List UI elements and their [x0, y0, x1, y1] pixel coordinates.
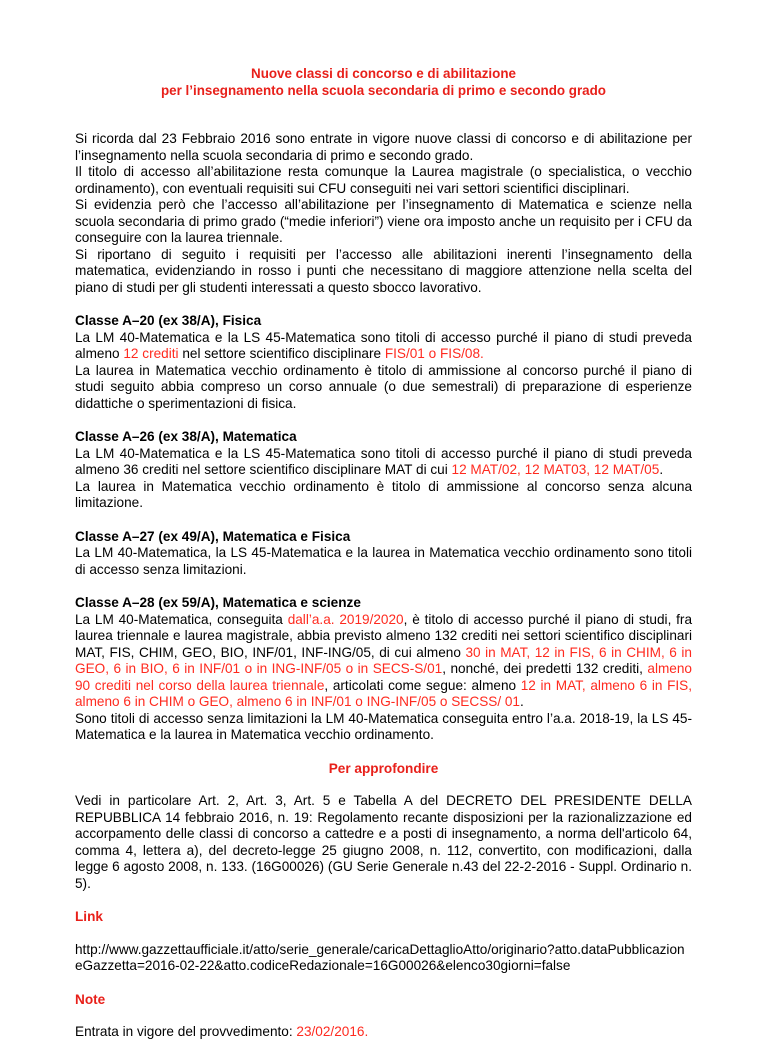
link-section: [75, 909, 692, 975]
approfondire-text: Vedi in particolare Art. 2, Art. 3, Art. 5 e Tabella A del DECRETO DEL PRESIDENTE DELLA REPUBBLICA 14 febbraio 2016, n. 19: Regolamento recante disposizioni per la razionalizzazione ed accorpamento delle classi di concorso a cattedre e a posti di insegnamento, a norma dell'articolo 64, comma 4, lettera a), del decreto-legge 25 giugno 2008, n. 112, convertito, con modificazioni, dalla legge 6 agosto 2008, n. 133. (16G00026) (GU Serie Generale n.43 del 22-2-2016 - Suppl. Ordinario n. 5).: [75, 793, 692, 891]
a20-highlight-credits: 12 crediti: [123, 346, 179, 361]
section-a26-text-1: [75, 446, 692, 479]
title-line-1: Nuove classi di concorso e di abilitazione: [251, 66, 516, 81]
a28-text: , nonché, dei predetti 132 crediti,: [442, 661, 648, 676]
a28-highlight-triennale: almeno 90 crediti nel corso della laurea triennale: [75, 661, 692, 693]
document-title: [75, 66, 692, 99]
section-a20-heading: Classe A–20 (ex 38/A), Fisica: [75, 313, 262, 328]
a27-heading-subject: , Matematica e Fisica: [215, 528, 351, 544]
intro-paragraph-2: Il titolo di accesso all’abilitazione resta comunque la Laurea magistrale (o specialistica, o vecchio ordinamento), con eventuali requisiti sui CFU conseguiti nei vari settori scientifici disciplinari.: [75, 164, 692, 196]
section-a28-text-1: [75, 612, 692, 711]
section-a20-text-2: La laurea in Matematica vecchio ordinamento è titolo di ammissione al concorso purché il piano di studi seguito abbia compreso un corso annuale (o due semestrali) di preparazione di esperienze didattiche o sperimentazioni di fisica.: [75, 362, 692, 411]
a26-text: La LM 40-Matematica e la LS 45-Matematica sono titoli di accesso purché il piano di studi preveda almeno 36 crediti nel settore scientifico disciplinare MAT di cui: [75, 445, 692, 477]
a28-highlight-breakdown: 12 in MAT, almeno 6 in FIS, almeno 6 in CHIM o GEO, almeno 6 in INF/01 o ING-INF/05 o SECSS/ 01: [75, 677, 693, 709]
section-a27-heading: [75, 529, 692, 546]
a20-highlight-sector: FIS/01 o FIS/08.: [384, 346, 484, 361]
intro-paragraph-3: Si evidenzia però che l’accesso all’abilitazione per l’insegnamento di Matematica e scienze nella scuola secondaria di primo grado (“medie inferiori”) viene ora imposto anche un requisito per i CFU da conseguire con la laurea triennale.: [75, 197, 692, 245]
intro-paragraph-1: Si ricorda dal 23 Febbraio 2016 sono entrate in vigore nuove classi di concorso e di abilitazione per l’insegnamento nella scuola secondaria di primo e secondo grado.: [75, 131, 692, 163]
section-a20-text-1: [75, 330, 692, 363]
a27-heading-class: Classe A–27 (ex 49/A): [75, 528, 216, 544]
note-date: 23/02/2016.: [296, 1024, 369, 1039]
a28-text: , articolati come segue: almeno: [324, 677, 521, 693]
note-text: [75, 1024, 692, 1041]
note-section: [75, 992, 692, 1041]
approfondire-section: [75, 761, 692, 893]
section-a26-text-2: La laurea in Matematica vecchio ordinamento è titolo di ammissione al concorso senza alcuna limitazione.: [75, 478, 692, 510]
section-a28-heading: Classe A–28 (ex 59/A), Matematica e scienze: [75, 595, 361, 610]
a20-text: nel settore scientifico disciplinare: [178, 346, 385, 361]
a26-highlight-mat: 12 MAT/02, 12 MAT03, 12 MAT/05: [451, 462, 660, 477]
intro-section: [75, 131, 692, 296]
gazzetta-link[interactable]: http://www.gazzettaufficiale.it/atto/serie_generale/caricaDettaglioAtto/originario?atto.dataPubblicazioneGazzetta=2016-02-22&atto.codiceRedazionale=16G00026&elenco30giorni=false: [75, 941, 685, 973]
intro-paragraph-4: Si riportano di seguito i requisiti per l’accesso alle abilitazioni inerenti l’insegnamento della matematica, evidenziando in rosso i punti che necessitano di maggiore attenzione nella scelta del piano di studi per gli studenti interessati a questo sbocco lavorativo.: [75, 246, 692, 295]
approfondire-heading: Per approfondire: [328, 760, 439, 776]
section-a20: [75, 313, 692, 412]
title-line-2: per l’insegnamento nella scuola secondaria di primo e secondo grado: [161, 82, 606, 98]
section-a26: [75, 429, 692, 512]
section-a27-text: La LM 40-Matematica, la LS 45-Matematica e la laurea in Matematica vecchio ordinamento sono titoli di accesso senza limitazioni.: [75, 545, 692, 577]
a28-text: La LM 40-Matematica, conseguita: [75, 611, 288, 627]
a28-text: .: [520, 694, 524, 709]
a28-text: , è titolo di accesso purché il piano di studi, fra laurea triennale e laurea magistrale, abbia previsto almeno 132 crediti nei settori scientifico disciplinari MAT, FIS, CHIM, GEO, BIO, INF/01, INF-ING/05, di cui almeno: [75, 611, 693, 660]
note-label: Entrata in vigore del provvedimento:: [75, 1024, 297, 1039]
a26-text: .: [659, 462, 664, 477]
section-a27: [75, 529, 692, 579]
a28-highlight-credits: 30 in MAT, 12 in FIS, 6 in CHIM, 6 in GEO, 6 in BIO, 6 in INF/01 o in ING-INF/05 o in SECS-S/01: [75, 644, 692, 676]
a20-text: La LM 40-Matematica e la LS 45-Matematica sono titoli di accesso purché il piano di studi preveda almeno: [75, 329, 692, 361]
section-a28-text-2: Sono titoli di accesso senza limitazioni la LM 40-Matematica conseguita entro l’a.a. 2018-19, la LS 45-Matematica e la laurea in Matematica vecchio ordinamento.: [75, 710, 692, 742]
section-a26-heading: Classe A–26 (ex 38/A), Matematica: [75, 429, 297, 444]
section-a28: [75, 595, 692, 744]
link-heading: Link: [75, 909, 103, 924]
a28-highlight-year: dall’a.a. 2019/2020: [287, 611, 404, 627]
note-heading: Note: [75, 991, 106, 1007]
